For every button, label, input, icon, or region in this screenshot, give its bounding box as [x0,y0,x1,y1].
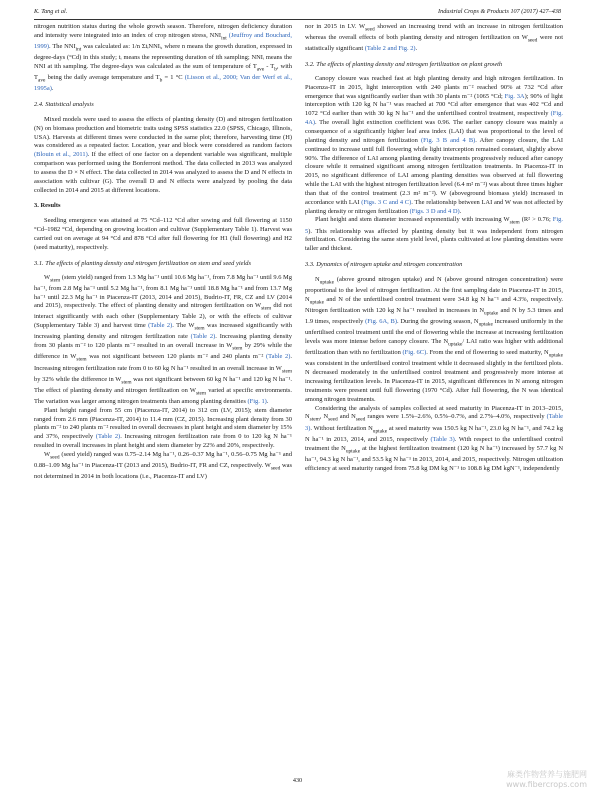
watermark [506,770,587,790]
running-head-journal: Industrial Crops & Products 107 (2017) 427–438 [438,8,561,15]
figure-link[interactable]: (Fig. 3 B and 4 B) [420,136,476,144]
citation-link[interactable]: (Table 2) [148,322,173,330]
citation-link[interactable]: (Table 2) [95,433,121,441]
page-number: 430 [292,777,303,784]
paragraph: nitrogen nutrition status during the whole growth season. Therefore, nitrogen deficiency duration and intensity were integrated into an index of crop nitrogen stress, $NNI_{int}$ (Jeuffroy and Bouchard, 1999). The $NNI_{int}$ was calculated as: 1/n ΣtᵢNNIᵢ, where n means the growth duration, expressed in degree-days (°Cd) in this study; tᵢ means the representing duration of ith sampling; NNIᵢ means the NNI at ith sampling. The degree-days was calculated as the sum of temperature of $T_{ave} - T_b$, with $T_{ave}$ being the daily average temperature and $T_b = 1$ °C (Lisson et al., 2000; Van der Werf et al., 1995a). [34,23,292,93]
paragraph: Considering the analysis of samples collected at seed maturity in Piacenza-IT in 2013–2015, $N_{stem}$, $N_{seed}$ and $N_{seed}$ ranges were 1.5%–2.6%, 0.5%–0.7%, and 2.7%–4.0%, respectively (Table 3). Without fertilization $N_{uptake}$ at seed maturity was 150.5 kg N ha⁻¹, 23.0 kg N ha⁻¹, and 74.2 kg N ha⁻¹ in 2013, 2014, and 2015, respectively (Table 3). With respect to the unfertilised control treatment the $N_{uptake}$ at the highest fertilization treatment (120 kg N ha⁻¹) increased by 57.7 kg N ha⁻¹, 94.3 kg N ha⁻¹, and 53.5 kg N ha⁻¹ in 2013, 2014, and 2015, respectively. Nitrogen utilization efficiency at seed maturity ranged from 75.8 kg DM kg N⁻¹ to 108.8 kg DM kgN⁻¹, independently [305,404,563,472]
table-link[interactable]: (Table 3) [305,413,563,432]
figure-link[interactable]: (Fig. 4A) [305,110,563,127]
running-head-authors: K. Tang et al. [34,8,68,15]
figure-link[interactable]: Fig. 3A [504,92,525,100]
figure-link[interactable]: (Figs. 3 C and 4 C) [361,198,412,206]
section-heading: 3.3. Dynamics of nitrogen uptake and nitrogen concentration [305,261,463,269]
watermark-line-2: www.fibercrops.com [506,780,587,789]
table-link[interactable]: (Table 3) [430,435,455,443]
right-column [305,23,563,768]
paragraph: Plant height ranged from 55 cm (Piacenza-IT, 2014) to 312 cm (LV, 2015); stem diameter ranged from 2.6 mm (Piacenza-IT, 2014) to 11.4 mm (CZ, 2015). Increasing plant density from 30 plants m⁻² to 240 plants m⁻² resulted in overall decreases in plant height and stem diameter by 15% and 37%, respectively (Table 2). Increasing nitrogen fertilization rate from 0 to 120 kg N ha⁻¹ resulted in overall increases in plant height and stem diameter by 22% and 20%, respectively. [34,406,292,450]
citation-link[interactable]: (Table 2) [190,333,216,341]
citation-link[interactable]: (Table 2 and Fig. 2) [364,45,416,53]
paragraph: Canopy closure was reached fast at high planting density and high nitrogen fertilization. In Piacenza-IT in 2015, light interception with 240 plants m⁻² reached 90% at 732 °Cd after emergence that was significantly earlier than with 30 plants m⁻² (1065 °Cd; Fig. 3A); 90% of light interception with 120 kg N ha⁻¹ was reached at 700 °Cd after emergence that was 402 °Cd and 1072 °Cd earlier than with 30 kg N ha⁻¹ and the unfertilised control treatment, respectively (Fig. 4A). The overall light extinction coefficient was 0.96. The earlier canopy closure was mainly a consequence of a significantly higher leaf area index (LAI) that was proportional to the level of planting density and nitrogen fertilization (Fig. 3 B and 4 B). After canopy closure, the LAI continued to increase until full flowering while light interception remained constant, slightly above 90%. The difference of LAI among planting density treatments progressively reduced after canopy closure while it remained significant among nitrogen fertilization treatments. In Piacenza-IT in 2015, no significant difference of LAI among planting densities was observed at full flowering while the LAI with the highest nitrogen fertilization level (6.4 m² m⁻²) was about three times higher than that of the control treatment (2.3 m² m⁻²). W (aboveground biomass yield) increased in accordance with LAI (Figs. 3 C and 4 C). The relationship between LAI and W was not affected by planting density or nitrogen fertilization (Figs. 3 D and 4 D). [305,74,563,215]
paragraph: nor in 2015 in LV. $W_{seed}$ showed an increasing trend with an increase in nitrogen fertilization whereas the overall effects of both planting density and nitrogen fertilization on $W_{seed}$ were not statistically significant (Table 2 and Fig. 2). [305,23,563,53]
citation-link[interactable]: (Fig. 1) [247,397,267,405]
citation-link[interactable]: (Lisson et al., 2000; Van der Werf et al., 1995a) [34,74,292,93]
figure-link[interactable]: (Fig. 6A, B) [365,318,397,326]
figure-link[interactable]: (Fig. 6C) [402,349,427,357]
figure-link[interactable]: Fig. 5 [305,216,563,235]
section-heading: 3.1. The effects of planting density and nitrogen fertilization on stem and seed yields [34,259,252,267]
paragraph: Plant height and stem diameter increased exponentially with increasing $W_{stem}$ (R² > 0.76; Fig. 5). This relationship was affected by planting density but it was independent from nitrogen fertilization. Considering the same stem yield level, plants cultivated at low planting densities were taller and thickest. [305,216,563,253]
paragraph: $W_{seed}$ (seed yield) ranged was 0.75–2.14 Mg ha⁻¹, 0.26–0.37 Mg ha⁻¹, 0.56–0.75 Mg ha⁻¹ and 0.88–1.09 Mg ha⁻¹ in Piacenza-IT (2013 and 2015), Budrio-IT, FR and CZ, respectively. $W_{seed}$ was not determined in 2014 in both locations (i.e., Piacenza-IT and LV) [34,450,292,481]
figure-link[interactable]: (Figs. 3 D and 4 D) [409,207,460,215]
paragraph: Seedling emergence was attained at 75 °Cd–112 °Cd after sowing and full flowering at 1150 °Cd–1982 °Cd, depending on growing location and cultivar (Supplementary Table 1). Harvest was carried out on average at 94 °Cd and 878 °Cd after full flowering for H1 (full flowering) and H2 (seed maturity), respectively. [34,217,292,251]
paragraph: $W_{stem}$ (stem yield) ranged from 1.3 Mg ha⁻¹ until 10.6 Mg ha⁻¹, from 7.8 Mg ha⁻¹ until 9.6 Mg ha⁻¹, from 2.8 Mg ha⁻¹ until 5.2 Mg ha⁻¹, from 8.1 Mg ha⁻¹ until 18.8 Mg ha⁻¹ and from 13.7 Mg ha⁻¹ until 22.3 Mg ha⁻¹ in Piacenza-IT (2013, 2014 and 2015), Budrio-IT, FR, CZ and LV (2014 and 2015), respectively. The effect of planting density and nitrogen fertilization on $W_{stem}$ did not interact significantly with each other (Supplementary Table 2), or with the effects of cultivar (Supplementary Table 3) and harvest time (Table 2). The $W_{stem}$ was increased significantly with increasing planting density and nitrogen fertilization rate (Table 2). Increasing planting density from 30 plants m⁻² to 120 plants m⁻² resulted in an overall increase in $W_{stem}$ by 29% while the difference in $W_{stem}$ was not significant between 120 plants m⁻² and 240 plants m⁻² (Table 2). Increasing nitrogen fertilization rate from 0 to 60 kg N ha⁻¹ resulted in an overall increase in $W_{stem}$ by 32% while the difference in $W_{stem}$ was not significant between 60 kg N ha⁻¹ and 120 kg N ha⁻¹. The effect of planting density and nitrogen fertilization on $W_{stem}$ varied at specific environments. The variation was larger among nitrogen treatments than among planting densities (Fig. 1). [34,273,292,405]
citation-link[interactable]: (Jeuffroy and Bouchard, 1999) [34,31,292,50]
section-heading: 2.4. Statistical analysis [34,101,94,109]
citation-link[interactable]: (Table 2) [265,353,291,361]
section-heading: 3.2. The effects of planting density and nitrogen fertilization on plant growth [305,61,503,69]
section-heading: 3. Results [34,202,61,210]
paragraph: $N_{uptake}$ (above ground nitrogen uptake) and N (above ground nitrogen concentration) were proportional to the level of nitrogen fertilization. At the first sampling date in Piacenza-IT in 2015, $N_{uptake}$ and N of the unfertilised control treatment were 34.8 kg N ha⁻¹ and 4.3%, respectively. Nitrogen fertilization with 120 kg N ha⁻¹ resulted in increases in $N_{uptake}$ and N by 5.3 times and 1.9 times, respectively (Fig. 6A, B). During the growing season, $N_{uptake}$ increased uniformly in the unfertilised control treatment until the end of flowering while the increase at increasing fertilization levels was more intense before canopy closure. The $N_{uptake}/$ LAI ratio was higher with additional fertilization than with no fertilization (Fig. 6C). From the end of flowering to seed maturity, $N_{uptake}$ was consistent in the unfertilised control treatment while it decreased slightly in the fertilized plots. N decreased moderately in the unfertilised control treatment and progressively more intense at increasing fertilization levels. In Piacenza-IT in 2015, significant differences in N among nitrogen treatments were present until full flowering (1970 °Cd). After full flowering, the N was identical among nitrogen treatments. [305,275,563,403]
header-rule [34,19,561,20]
watermark-line-1: 麻类作物营养与施肥网 [507,770,587,779]
left-column [34,23,292,768]
paragraph: Mixed models were used to assess the effects of planting density (D) and nitrogen fertilization (N) on biomass production and biometric traits using SPSS statistics 22.0 (SPSS, Chicago, Illinois, USA). Harvests at different times were conducted in the same plot; therefore, harvesting time (H) was considered as a repeated factor. Location, year and block were considered as random factors (Blouin et al., 2011). If the effect of one factor on a dependent variable was significant, multiple comparison was performed using the Bonferroni method. The data collected in 2013 was analyzed to assess the D × N effect. The data collected in 2014 was analyzed to assess the D and N effects in association with cultivar (G). The overall D and N effects were analyzed by pooling the data collected in 2014 and 2015 at different locations. [34,115,292,194]
citation-link[interactable]: (Blouin et al., 2011) [34,151,88,159]
